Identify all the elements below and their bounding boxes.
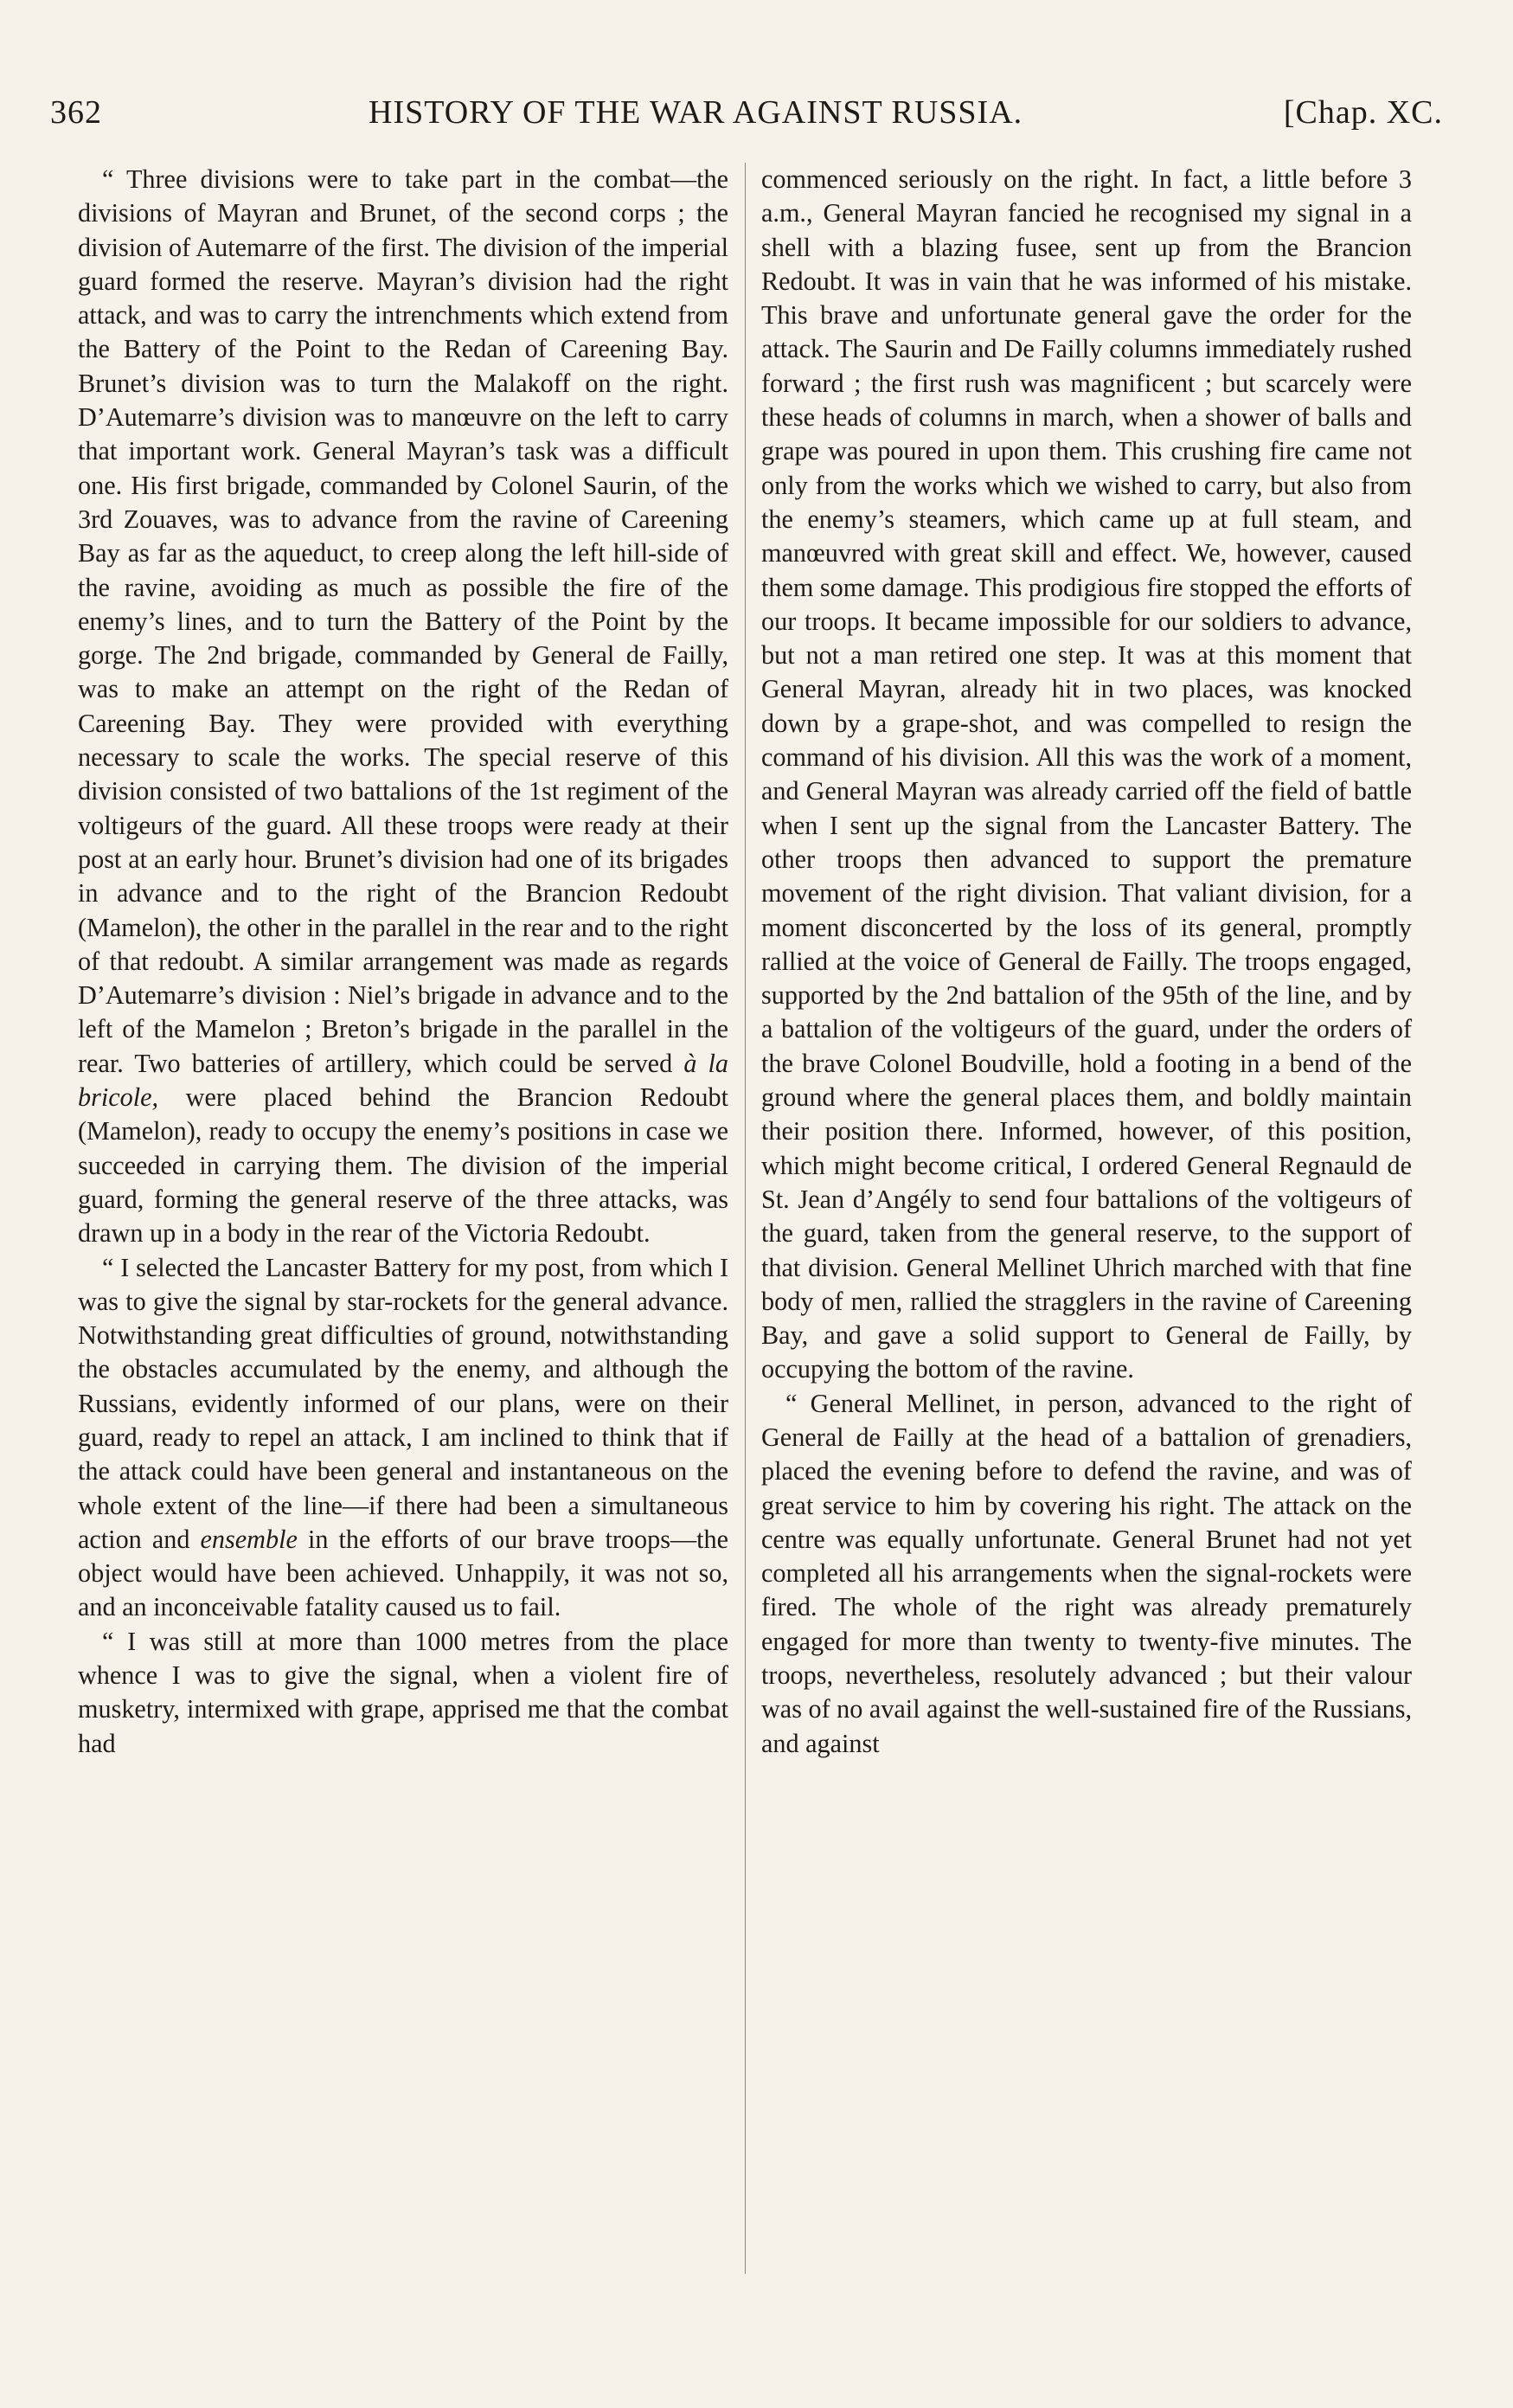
paragraph: “ I was still at more than 1000 metres from the place whence I was to give the signal, when a violent fire of musketry, intermixed with grape, apprised me that the combat had (78, 1626, 728, 1758)
paragraph (78, 1251, 728, 1625)
paragraph-text: were placed behind the Brancion Redoubt (Mamelon), ready to occupy the enemy’s positions in case we succeeded in carrying them. The division of the imperial guard, forming the general reserve of the three attacks, was drawn up in a body in the rear of the Victoria Redoubt. (78, 1082, 728, 1249)
paragraph-text: “ Three divisions were to take part in the combat—the divisions of Mayran and Brunet, of the second corps ; the division of Autemarre of the first. The division of the imperial guard formed the reserve. Mayran’s division had the right attack, and was to carry the intrenchments which extend from the Battery of the Point to the Redan of Careening Bay. Brunet’s division was to turn the Malakoff on the right. D’Autemarre’s division was to manœuvre on the left to carry that important work. General Mayran’s task was a difficult one. His first brigade, commanded by Colonel Saurin, of the 3rd Zouaves, was to advance from the ravine of Careening Bay as far as the aqueduct, to creep along the left hill-side of the ravine, avoiding as much as possible the fire of the enemy’s lines, and to turn the Battery of the Point by the gorge. The 2nd brigade, commanded by General de Failly, was to make an attempt on the right of the Redan of Careening Bay. They were provided with everything necessary to scale the works. The special reserve of this division consisted of two battalions of the 1st regiment of the voltigeurs of the guard. All these troops were ready at their post at an early hour. Brunet’s division had one of its brigades in advance and to the right of the Brancion Redoubt (Mamelon), the other in the parallel in the rear and to the right of that redoubt. A similar arrangement was made as regards D’Autemarre’s division : Niel’s brigade in advance and to the left of the Mamelon ; Breton’s brigade in the parallel in the rear. Two batteries of artillery, which could be served (78, 164, 728, 1078)
paragraph-text: “ I selected the Lancaster Battery for my post, from which I was to give the signal by star-rockets for the general advance. Notwithstanding great difficulties of ground, notwithstanding the obstacles accumulated by the enemy, and although the Russians, evidently informed of our plans, were on their guard, ready to repel an attack, I am inclined to think that if the attack could have been general and instantaneous on the whole extent of the line—if there had been a simultaneous action and (78, 1252, 728, 1554)
left-column (78, 163, 728, 1761)
paragraph (78, 163, 728, 1251)
running-title: HISTORY OF THE WAR AGAINST RUSSIA. (369, 94, 1023, 131)
paragraph-continued: commenced seriously on the right. In fact, a little before 3 a.m., General Mayran fancied he recognised my signal in a shell with a blazing fusee, sent up from the Brancion Redoubt. It was in vain that he was informed of his mistake. This brave and unfortunate general gave the order for the attack. The Saurin and De Failly columns immediately rushed forward ; the first rush was magnificent ; but scarcely were these heads of columns in march, when a shower of balls and grape was poured in upon them. This crushing fire came not only from the works which we wished to carry, but also from the enemy’s steamers, which came up at full steam, and manœuvred with great skill and effect. We, however, caused them some damage. This prodigious fire stopped the efforts of our troops. It became impossible for our soldiers to advance, but not a man retired one step. It was at this moment that General Mayran, already hit in two places, was knocked down by a grape-shot, and was compelled to resign the command of his division. All this was the work of a moment, and General Mayran was already carried off the field of battle when I sent up the signal from the Lancaster Battery. The other troops then advanced to support the premature movement of the right division. That valiant division, for a moment disconcerted by the loss of its general, promptly rallied at the voice of General de Failly. The troops engaged, supported by the 2nd battalion of the 95th of the line, and by a battalion of the voltigeurs of the guard, under the orders of the brave Colonel Boudville, hold a footing in a bend of the ground where the general places them, and boldly maintain their position there. Informed, however, of this position, which might become critical, I ordered General Regnauld de St. Jean d’Angély to send four battalions of the voltigeurs of the guard, taken from the general reserve, to the support of that division. General Mellinet Uhrich marched with that fine body of men, rallied the stragglers in the ravine of Careening Bay, and gave a solid support to General de Failly, by occupying the bottom of the ravine. (761, 164, 1412, 1384)
column-divider (745, 163, 746, 2274)
paragraph-text: in the efforts of our brave troops—the object would have been achieved. Unhappily, it was not so, and an inconceivable fatality caused us to fail. (78, 1524, 729, 1622)
chapter-reference: [Chap. XC. (1283, 94, 1443, 131)
italic-phrase: ensemble (200, 1524, 298, 1554)
paragraph: “ General Mellinet, in person, advanced to the right of General de Failly at the head of a battalion of grenadiers, placed the evening before to defend the ravine, and was of great service to him by covering his right. The attack on the centre was equally unfortunate. General Brunet had not yet completed all his arrangements when the signal-rockets were fired. The whole of the right was already prematurely engaged for more than twenty to twenty-five minutes. The troops, nevertheless, resolutely advanced ; but their valour was of no avail against the well-sustained fire of the Russians, and against (761, 1388, 1412, 1758)
running-header (50, 93, 1443, 140)
page-number: 362 (50, 94, 102, 131)
right-column (761, 163, 1412, 1761)
italic-phrase: à la bricole, (78, 1048, 729, 1113)
